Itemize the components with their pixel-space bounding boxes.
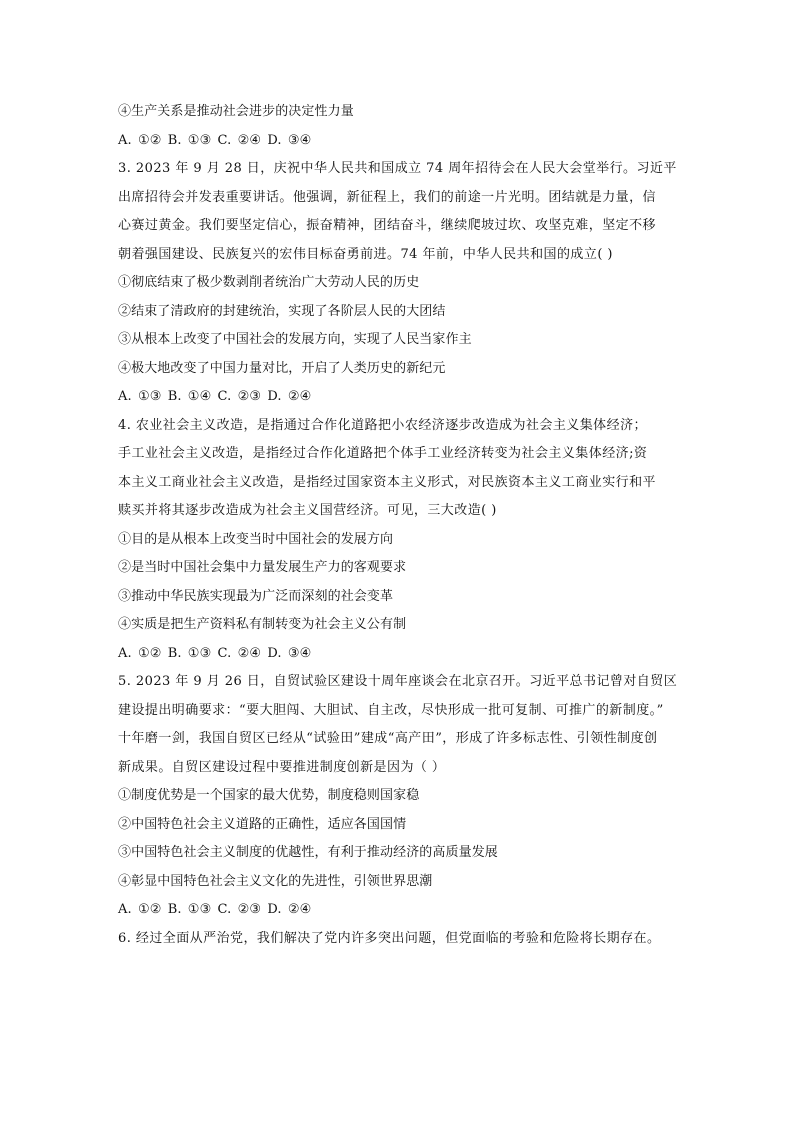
question-4-text: 赎买并将其逐步改造成为社会主义国营经济。可见，三大改造( ) — [118, 503, 497, 518]
question-4-text: 本主义工商业社会主义改造，是指经过国家资本主义形式，对民族资本主义工商业实行和平 — [118, 474, 657, 490]
option-statement: ②是当时中国社会集中力量发展生产力的客观要求 — [118, 560, 407, 575]
option-statement: ①彻底结束了极少数剥削者统治广大劳动人民的历史 — [118, 275, 420, 290]
option-statement: ④极大地改变了中国力量对比，开启了人类历史的新纪元 — [118, 360, 446, 376]
option-statement: ③中国特色社会主义制度的优越性，有利于推动经济的高质量发展 — [118, 845, 498, 860]
option-statement: ④生产关系是推动社会进步的决定性力量 — [118, 104, 354, 119]
answer-choices: A. ①② B. ①③ C. ②④ D. ③④ — [118, 132, 312, 148]
option-statement: ④实质是把生产资料私有制转变为社会主义公有制 — [118, 617, 407, 632]
question-6-text: 6. 经过全面从严治党，我们解决了党内许多突出问题，但党面临的考验和危险将长期存在。 — [118, 930, 661, 946]
option-statement: ①目的是从根本上改变当时中国社会的发展方向 — [118, 531, 394, 547]
option-statement: ②中国特色社会主义道路的正确性，适应各国国情 — [118, 816, 407, 832]
question-5-text: 建设提出明确要求：“要大胆闯、大胆试、自主改，尽快形成一批可复制、可推广的新制度。” — [118, 702, 664, 718]
question-5-text: 5. 2023 年 9 月 26 日，自贸试验区建设十周年座谈会在北京召开。习近平总书记曾对自贸区 — [118, 674, 678, 689]
option-statement: ③推动中华民族实现最为广泛而深刻的社会变革 — [118, 588, 394, 604]
option-statement: ②结束了清政府的封建统治，实现了各阶层人民的大团结 — [118, 303, 446, 319]
question-5-text: 新成果。自贸区建设过程中要推进制度创新是因为（ ） — [118, 759, 446, 775]
document-page — [118, 98, 688, 953]
question-3-text: 朝着强国建设、民族复兴的宏伟目标奋勇前进。74 年前，中华人民共和国的成立( ) — [118, 246, 613, 262]
answer-choices: A. ①② B. ①③ C. ②④ D. ③④ — [118, 645, 312, 661]
answer-choices: A. ①② B. ①③ C. ②③ D. ②④ — [118, 902, 312, 917]
option-statement: ③从根本上改变了中国社会的发展方向，实现了人民当家作主 — [118, 332, 472, 347]
answer-choices: A. ①③ B. ①④ C. ②③ D. ②④ — [118, 389, 312, 404]
question-4-text: 4. 农业社会主义改造，是指通过合作化道路把小农经济逐步改造成为社会主义集体经济； — [118, 417, 647, 433]
option-statement: ④彰显中国特色社会主义文化的先进性，引领世界思潮 — [118, 873, 433, 889]
question-3-text: 3. 2023 年 9 月 28 日，庆祝中华人民共和国成立 74 周年招待会在人民大会堂举行。习近平 — [118, 161, 677, 176]
question-3-text: 心赛过黄金。我们要坚定信心，振奋精神，团结奋斗，继续爬坡过坎、攻坚克难，坚定不移 — [118, 218, 657, 233]
option-statement: ①制度优势是一个国家的最大优势，制度稳则国家稳 — [118, 788, 420, 803]
question-5-text: 十年磨一剑，我国自贸区已经从“试验田”建成“高产田”，形成了许多标志性、引领性制度创 — [118, 731, 658, 746]
question-4-text: 手工业社会主义改造，是指经过合作化道路把个体手工业经济转变为社会主义集体经济;资 — [118, 446, 648, 461]
question-3-text: 出席招待会并发表重要讲话。他强调，新征程上，我们的前途一片光明。团结就是力量，信 — [118, 189, 657, 205]
